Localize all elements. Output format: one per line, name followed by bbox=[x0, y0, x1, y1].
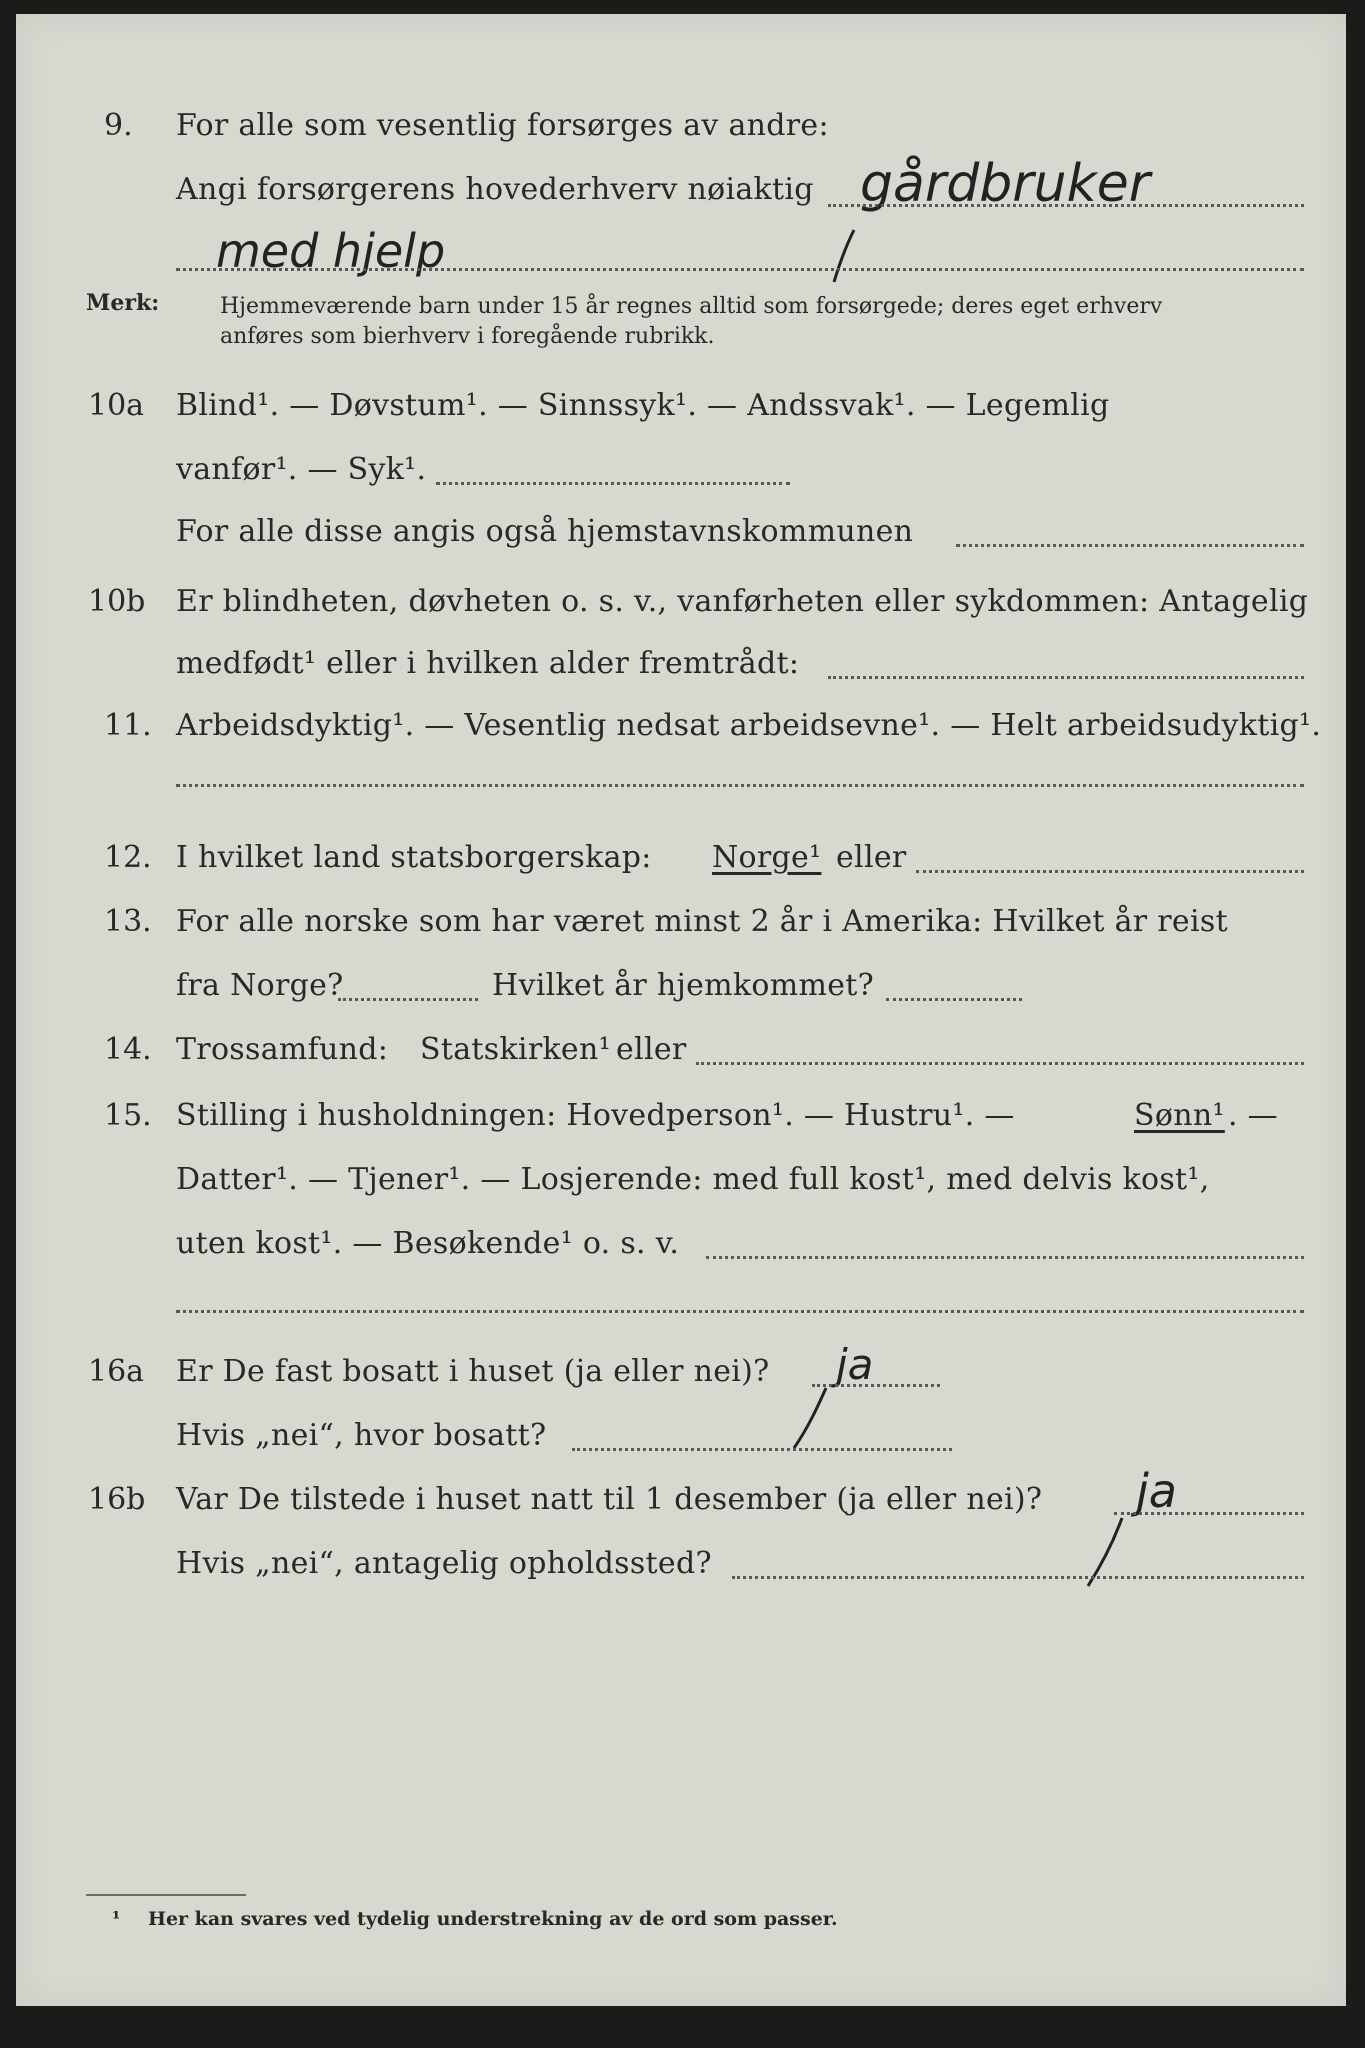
q16b-line2: Hvis „nei“, antagelig opholdssted? bbox=[176, 1546, 712, 1581]
q9-dotted-line-2 bbox=[176, 268, 1304, 271]
q9-dotted-line-1 bbox=[828, 204, 1304, 207]
q10a-dotted-line-1 bbox=[436, 482, 790, 485]
q10b-line2: medfødt¹ eller i hvilken alder fremtrådt: bbox=[176, 646, 800, 681]
q12-prefix: I hvilket land statsborgerskap: bbox=[176, 840, 652, 875]
q16a-dash-mark bbox=[786, 1384, 836, 1454]
footnote-text: Her kan svares ved tydelig understrekning av de ord som passer. bbox=[148, 1908, 838, 1930]
q10a-line3: For alle disse angis også hjemstavnskommunen bbox=[176, 514, 914, 549]
merk-line1: Hjemmeværende barn under 15 år regnes alltid som forsørgede; deres eget erhverv bbox=[220, 294, 1163, 319]
merk-line2: anføres som bierhverv i foregående rubrikk. bbox=[220, 324, 715, 349]
q10a-dotted-line-2 bbox=[956, 544, 1304, 547]
q15-line2: Datter¹. — Tjener¹. — Losjerende: med full kost¹, med delvis kost¹, bbox=[176, 1162, 1210, 1197]
q16b-number: 16b bbox=[88, 1482, 146, 1517]
q9-number: 9. bbox=[104, 108, 133, 143]
q14-dotted-line bbox=[696, 1062, 1304, 1065]
q14-number: 14. bbox=[104, 1032, 152, 1067]
q12-suffix: eller bbox=[836, 840, 907, 875]
q16b-line1: Var De tilstede i huset natt til 1 desember (ja eller nei)? bbox=[176, 1482, 1043, 1517]
q12-number: 12. bbox=[104, 840, 152, 875]
q13-line1: For alle norske som har været minst 2 år i Amerika: Hvilket år reist bbox=[176, 904, 1228, 939]
q10b-line1: Er blindheten, døvheten o. s. v., vanførheten eller sykdommen: Antagelig bbox=[176, 584, 1309, 619]
q10b-dotted-line bbox=[828, 676, 1304, 679]
q9-line2: Angi forsørgerens hovederhverv nøiaktig bbox=[176, 172, 814, 207]
q11-number: 11. bbox=[104, 708, 152, 743]
q16a-number: 16a bbox=[88, 1354, 145, 1389]
q15-selected-sonn: Sønn¹ bbox=[1134, 1098, 1225, 1133]
q12-dotted-line bbox=[916, 870, 1304, 873]
q13-number: 13. bbox=[104, 904, 152, 939]
q9-line1: For alle som vesentlig forsørges av andre: bbox=[176, 108, 829, 143]
q13-line2a: fra Norge? bbox=[176, 968, 344, 1003]
q11-line1: Arbeidsdyktig¹. — Vesentlig nedsat arbeidsevne¹. — Helt arbeidsudyktig¹. bbox=[176, 708, 1322, 743]
q9-answer-continued: med hjelp bbox=[216, 224, 446, 278]
q15-dotted-line-2 bbox=[176, 1310, 1304, 1313]
q14-suffix: eller bbox=[616, 1032, 687, 1067]
census-form-page bbox=[16, 14, 1346, 2006]
q16a-answer: ja bbox=[836, 1340, 874, 1389]
q10a-line1: Blind¹. — Døvstum¹. — Sinnssyk¹. — Andssvak¹. — Legemlig bbox=[176, 388, 1110, 423]
q15-line1a: Stilling i husholdningen: Hovedperson¹. — Hustru¹. — bbox=[176, 1098, 1015, 1133]
q16b-dotted-line-2 bbox=[732, 1576, 1304, 1579]
q15-line3: uten kost¹. — Besøkende¹ o. s. v. bbox=[176, 1226, 680, 1261]
q15-dotted-line-1 bbox=[706, 1256, 1304, 1259]
footnote-marker: ¹ bbox=[112, 1908, 121, 1930]
q16a-dotted-line-2 bbox=[572, 1448, 952, 1451]
q14-prefix: Trossamfund: bbox=[176, 1032, 389, 1067]
q12-selected-norway: Norge¹ bbox=[712, 840, 822, 875]
q15-number: 15. bbox=[104, 1098, 152, 1133]
q10a-line2: vanfør¹. — Syk¹. bbox=[176, 452, 427, 487]
q16b-answer: ja bbox=[1136, 1464, 1177, 1518]
merk-label: Merk: bbox=[86, 290, 160, 316]
q9-answer-occupation: gårdbruker bbox=[860, 154, 1151, 214]
q13-line2b: Hvilket år hjemkommet? bbox=[492, 968, 875, 1003]
q16a-line2: Hvis „nei“, hvor bosatt? bbox=[176, 1418, 547, 1453]
q11-dotted-line bbox=[176, 784, 1304, 787]
q13-dotted-line-2 bbox=[886, 998, 1022, 1001]
q13-dotted-line-1 bbox=[338, 998, 478, 1001]
footnote-rule bbox=[86, 1894, 246, 1896]
q14-option-statskirken: Statskirken¹ bbox=[420, 1032, 611, 1067]
q15-line1c: . — bbox=[1228, 1098, 1278, 1133]
q10a-number: 10a bbox=[88, 388, 145, 423]
q10b-number: 10b bbox=[88, 584, 146, 619]
q16b-dotted-line-1 bbox=[1114, 1512, 1304, 1515]
q9-dash-mark bbox=[824, 226, 864, 286]
q16a-line1: Er De fast bosatt i huset (ja eller nei)? bbox=[176, 1354, 770, 1389]
q16b-dash-mark bbox=[1080, 1514, 1130, 1594]
